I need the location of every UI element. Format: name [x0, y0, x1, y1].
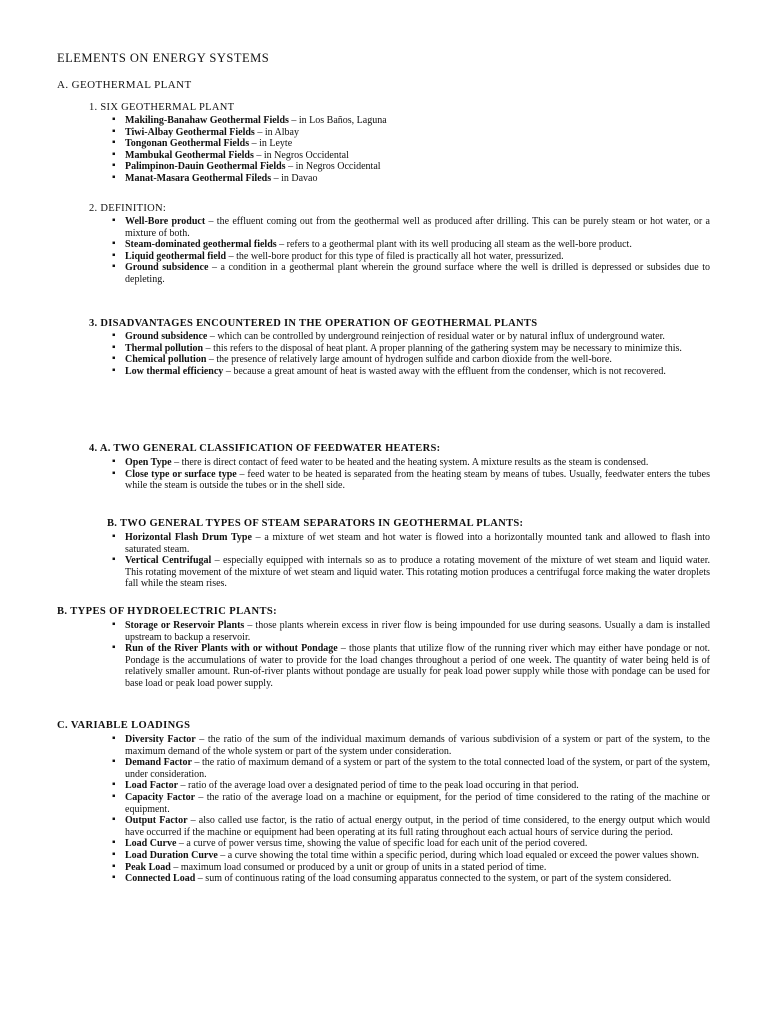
- list-item: ▪ Thermal pollution – this refers to the disposal of heat plant. A proper planning of the gathering system may be necessary to minimize this.: [112, 343, 710, 355]
- list-item: ▪ Demand Factor – the ratio of maximum demand of a system or part of the system to the total connected load of the system, or part of the system, under consideration.: [112, 757, 710, 780]
- list-item: ▪ Storage or Reservoir Plants – those plants wherein excess in river flow is being impounded for use during seasons. Usually a dam is installed upstream to backup a reservoir.: [112, 620, 710, 643]
- list-item: ▪ Horizontal Flash Drum Type – a mixture of wet steam and hot water is flowed into a horizontally mounted tank and allowed to flash into saturated steam.: [112, 532, 710, 555]
- section-b-heading: B. TYPES OF HYDROELECTRIC PLANTS:: [57, 606, 278, 617]
- definition-heading: 2. DEFINITION:: [89, 203, 167, 214]
- list-item: ▪ Palimpinon-Dauin Geothermal Fields – in Negros Occidental: [112, 161, 710, 173]
- disadvantages-heading: 3. DISADVANTAGES ENCOUNTERED IN THE OPERATION OF GEOTHERMAL PLANTS: [89, 318, 538, 329]
- document-title: ELEMENTS ON ENERGY SYSTEMS: [57, 51, 270, 65]
- list-item: ▪ Load Factor – ratio of the average load over a designated period of time to the peak load occuring in that period.: [112, 780, 710, 792]
- list-item: ▪ Chemical pollution – the presence of relatively large amount of hydrogen sulfide and carbon dioxide from the well-bore.: [112, 354, 710, 366]
- section-c-heading: C. VARIABLE LOADINGS: [57, 720, 191, 731]
- list-item: ▪ Vertical Centrifugal – especially equipped with internals so as to produce a rotating movement of the mixture of wet steam and liquid water. This rotating movement of the mixture of wet steam and liquid water. This rotating motion produces a centrifugal force making the water droplets fall while the steam rises.: [112, 555, 710, 590]
- list-item: ▪ Ground subsidence – a condition in a geothermal plant wherein the ground surface where the well is drilled is depressed or subsides due to depleting.: [112, 262, 710, 285]
- list-item: ▪ Ground subsidence – which can be controlled by underground reinjection of residual water or by natural influx of underground water.: [112, 331, 710, 343]
- list-item: ▪ Load Duration Curve – a curve showing the total time within a specific period, during which load equaled or exceed the power values shown.: [112, 850, 710, 862]
- list-item: ▪ Output Factor – also called use factor, is the ratio of actual energy output, in the period of time considered, to the energy output which would have occurred if the machine or equipment had been operating at its full rating throughout each actual hours of service during the period.: [112, 815, 710, 838]
- list-item: ▪ Open Type – there is direct contact of feed water to be heated and the heating system. A mixture results as the steam is condensed.: [112, 457, 710, 469]
- list-item: ▪ Makiling-Banahaw Geothermal Fields – in Los Baños, Laguna: [112, 115, 710, 127]
- list-item: ▪ Run of the River Plants with or without Pondage – those plants that utilize flow of the running river which may either have pondage or not. Pondage is the accumulations of water to provide for the load changes throughout a period of one week. The quantity of water being held is of relatively smaller amount. Run-of-river plants without pondage are usually for peak load power supply while those with pondage can be used for base load or peak load power supply.: [112, 643, 710, 689]
- list-item: ▪ Connected Load – sum of continuous rating of the load consuming apparatus connected to the system, or part of the system considered.: [112, 873, 710, 885]
- list-item: ▪ Tiwi-Albay Geothermal Fields – in Albay: [112, 127, 710, 139]
- list-item: ▪ Low thermal efficiency – because a great amount of heat is wasted away with the effluent from the condenser, which is not recovered.: [112, 366, 710, 378]
- list-item: ▪ Liquid geothermal field – the well-bore product for this type of filed is practically all hot water, pressurized.: [112, 251, 710, 263]
- plants-heading: 1. SIX GEOTHERMAL PLANT: [89, 102, 235, 113]
- list-item: ▪ Diversity Factor – the ratio of the sum of the individual maximum demands of various subdivision of a system or part of the system, to the maximum demand of the whole system or part of the system under consideration.: [112, 734, 710, 757]
- hydro-list: [112, 620, 710, 690]
- list-item: ▪ Load Curve – a curve of power versus time, showing the value of specific load for each unit of the period covered.: [112, 838, 710, 850]
- list-item: ▪ Well-Bore product – the effluent coming out from the geothermal well as produced after drilling. This can be purely steam or hot water, or a mixture of both.: [112, 216, 710, 239]
- list-item: ▪ Tongonan Geothermal Fields – in Leyte: [112, 138, 710, 150]
- list-item: ▪ Manat-Masara Geothermal Fileds – in Davao: [112, 173, 710, 185]
- loadings-list: [112, 734, 710, 885]
- list-item: ▪ Close type or surface type – feed water to be heated is separated from the heating steam by means of tubes. Usually, feedwater enters the tubes while the steam is outside the tubes or in the shell side.: [112, 469, 710, 492]
- separators-list: [112, 532, 710, 590]
- separators-heading: B. TWO GENERAL TYPES OF STEAM SEPARATORS IN GEOTHERMAL PLANTS:: [107, 518, 524, 529]
- list-item: ▪ Peak Load – maximum load consumed or produced by a unit or group of units in a stated period of time.: [112, 862, 710, 874]
- feedwater-heading: 4. A. TWO GENERAL CLASSIFICATION OF FEEDWATER HEATERS:: [89, 443, 441, 454]
- list-item: ▪ Mambukal Geothermal Fields – in Negros Occidental: [112, 150, 710, 162]
- list-item: ▪ Steam-dominated geothermal fields – refers to a geothermal plant with its well producing all steam as the well-bore product.: [112, 239, 710, 251]
- disadvantages-list: [112, 331, 710, 377]
- section-a-heading: A. GEOTHERMAL PLANT: [57, 79, 192, 91]
- plants-list: [112, 115, 710, 185]
- list-item: ▪ Capacity Factor – the ratio of the average load on a machine or equipment, for the period of time considered to the rating of the machine or equipment.: [112, 792, 710, 815]
- definition-list: [112, 216, 710, 286]
- feedwater-list: [112, 457, 710, 492]
